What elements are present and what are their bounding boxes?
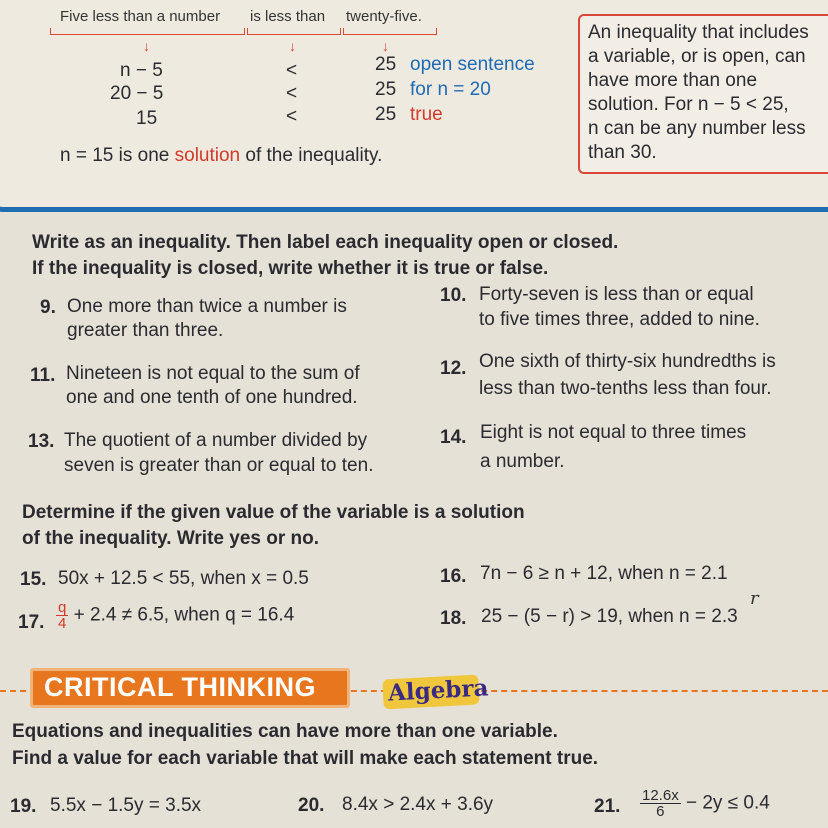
item-text: Forty-seven is less than or equal xyxy=(479,284,754,305)
row1-symbol: < xyxy=(286,60,298,81)
row3-symbol: < xyxy=(286,106,298,127)
item-text: Eight is not equal to three times xyxy=(480,422,747,443)
phrase-bracket xyxy=(343,28,437,35)
item-number: 12. xyxy=(440,358,467,379)
row3-label: true xyxy=(410,104,443,125)
item-number: 20. xyxy=(298,795,325,816)
item-text: One more than twice a number is xyxy=(67,296,347,317)
section2-directions-line1: Determine if the given value of the variable is a solution xyxy=(22,502,525,523)
item-number: 16. xyxy=(440,566,467,587)
note-line: An inequality that includes xyxy=(588,22,809,43)
section2-directions-line2: of the inequality. Write yes or no. xyxy=(22,528,320,549)
item-text: The quotient of a number divided by xyxy=(64,430,368,451)
critical-directions-line1: Equations and inequalities can have more than one variable. xyxy=(12,721,558,742)
item-number: 17. xyxy=(18,612,45,633)
critical-thinking-title: CRITICAL THINKING xyxy=(44,672,316,702)
phrase-part-3: twenty-five. xyxy=(346,8,422,25)
note-box xyxy=(578,14,828,174)
item-text: a number. xyxy=(480,451,565,472)
row1-left: n − 5 xyxy=(120,60,163,81)
down-arrow-icon: ↓ xyxy=(382,38,389,54)
section1-directions-line2: If the inequality is closed, write whether it is true or false. xyxy=(32,258,549,279)
item-number: 13. xyxy=(28,431,55,452)
item-text: 50x + 12.5 < 55, when x = 0.5 xyxy=(58,568,309,589)
item-number: 18. xyxy=(440,608,467,629)
note-line: have more than one xyxy=(588,70,758,91)
row3-right: 25 xyxy=(375,104,397,125)
down-arrow-icon: ↓ xyxy=(143,38,150,54)
item-text: 25 − (5 − r) > 19, when n = 2.3 xyxy=(481,606,738,627)
item-number: 11. xyxy=(30,365,56,386)
item-text: One sixth of thirty-six hundredths is xyxy=(479,351,776,372)
item-text: to five times three, added to nine. xyxy=(479,309,760,330)
item-text: Nineteen is not equal to the sum of xyxy=(66,363,360,384)
row1-right: 25 xyxy=(375,54,397,75)
phrase-part-1: Five less than a number xyxy=(60,8,221,25)
handwritten-correction: r xyxy=(750,588,759,609)
fraction: $\frac{q}{4}$ xyxy=(58,599,67,632)
algebra-badge-label: Algebra xyxy=(387,674,490,707)
item-expression: $\frac{q}{4}$ + 2.4 ≠ 6.5, when q = 16.4 xyxy=(58,599,295,632)
down-arrow-icon: ↓ xyxy=(289,38,296,54)
fraction: $\frac{12.6x}{6}$ xyxy=(642,787,679,820)
phrase-bracket xyxy=(247,28,341,35)
item-text: 7n − 6 ≥ n + 12, when n = 2.1 xyxy=(480,563,728,584)
row1-label: open sentence xyxy=(410,54,535,75)
note-line: n can be any number less xyxy=(588,118,806,139)
note-line: solution. For n − 5 < 25, xyxy=(588,94,789,115)
row2-left: 20 − 5 xyxy=(110,83,164,104)
item-number: 19. xyxy=(10,796,37,817)
item-number: 14. xyxy=(440,427,467,448)
item-text: greater than three. xyxy=(67,320,224,341)
item-text: less than two-tenths less than four. xyxy=(479,378,772,399)
phrase-part-2: is less than xyxy=(250,8,326,25)
row2-label: for n = 20 xyxy=(410,79,491,100)
row2-symbol: < xyxy=(286,83,298,104)
item-text: one and one tenth of one hundred. xyxy=(66,387,358,408)
critical-directions-line2: Find a value for each variable that will make each statement true. xyxy=(12,748,599,769)
item-number: 21. xyxy=(594,796,621,817)
solution-sentence: n = 15 is one solution of the inequality. xyxy=(60,145,383,166)
item-number: 10. xyxy=(440,285,467,306)
section1-directions-line1: Write as an inequality. Then label each inequality open or closed. xyxy=(32,232,619,253)
item-expression: $\frac{12.6x}{6}$ − 2y ≤ 0.4 xyxy=(642,787,770,820)
note-line: a variable, or is open, can xyxy=(588,46,806,67)
phrase-bracket xyxy=(50,28,245,35)
row2-right: 25 xyxy=(375,79,397,100)
item-number: 9. xyxy=(40,297,56,318)
item-text: seven is greater than or equal to ten. xyxy=(64,455,374,476)
item-text: 8.4x > 2.4x + 3.6y xyxy=(342,794,494,815)
item-text: 5.5x − 1.5y = 3.5x xyxy=(50,795,202,816)
note-line: than 30. xyxy=(588,142,657,163)
item-number: 15. xyxy=(20,569,47,590)
row3-left: 15 xyxy=(136,108,158,129)
